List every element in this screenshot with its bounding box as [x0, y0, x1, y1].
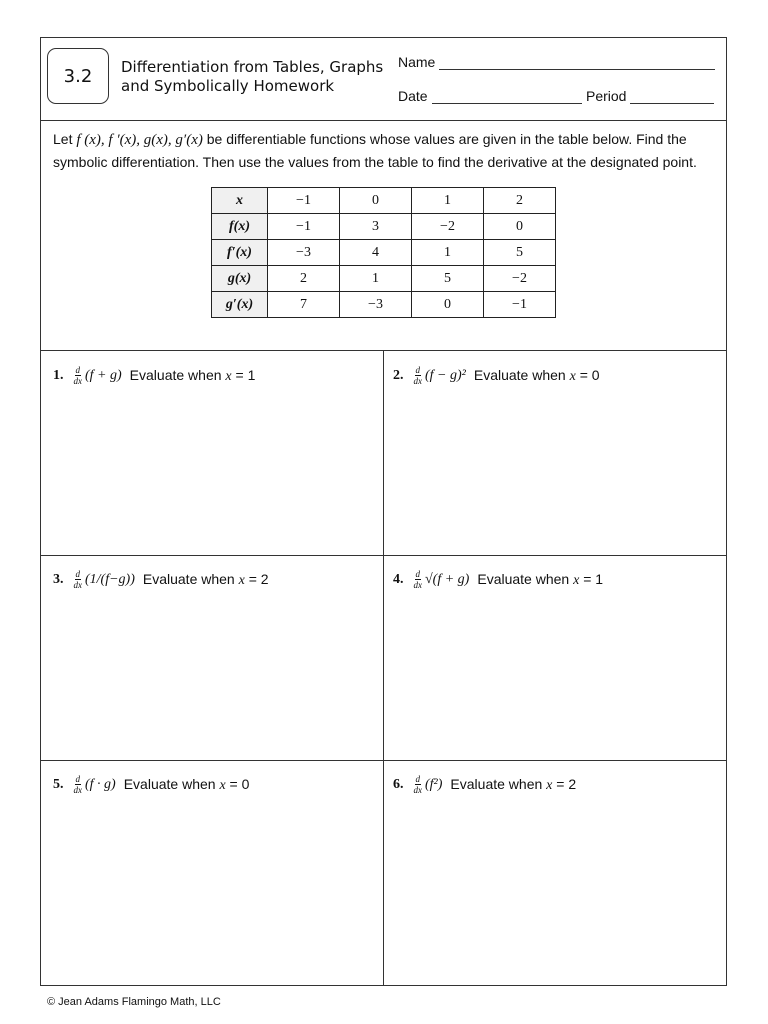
row-header: f′(x): [212, 240, 268, 266]
problem-2: [393, 365, 600, 386]
evaluate-var: x: [569, 368, 576, 384]
derivative-operator: [74, 365, 83, 386]
problem-expression: √(f + g): [425, 571, 470, 587]
table-row: [212, 240, 556, 266]
grid-divider-2: [41, 760, 726, 761]
evaluate-condition: [450, 776, 576, 794]
table-cell: 0: [484, 214, 556, 240]
frac-numerator: d: [75, 774, 80, 784]
problem-expression: (f − g)²: [425, 367, 466, 383]
problem-number: 1.: [53, 367, 64, 383]
table-cell: −1: [268, 188, 340, 214]
evaluate-value: = 1: [231, 366, 256, 383]
table-cell: −1: [268, 214, 340, 240]
worksheet-header: [41, 38, 726, 121]
frac-numerator: d: [415, 569, 420, 579]
evaluate-value: = 1: [579, 570, 604, 587]
problem-expression: (f + g): [85, 367, 122, 383]
name-field[interactable]: [398, 54, 715, 70]
intro-text: be differentiable functions whose values are given in the table below. Find the symbolic differentiation. Then use the values from the table to find the derivative at the designated point.: [53, 131, 697, 170]
frac-denominator: dx: [413, 785, 422, 795]
evaluate-value: = 2: [552, 775, 577, 792]
table-row: [212, 292, 556, 318]
period-field[interactable]: [586, 88, 714, 104]
table-cell: 4: [340, 240, 412, 266]
problem-number: 4.: [393, 571, 404, 587]
table-cell: −2: [412, 214, 484, 240]
evaluate-value: = 0: [575, 366, 600, 383]
row-header: g′(x): [212, 292, 268, 318]
problem-4: [393, 569, 603, 590]
evaluate-condition: [474, 367, 600, 385]
evaluate-text: Evaluate when: [477, 570, 574, 587]
period-blank-line[interactable]: [630, 89, 714, 104]
problem-number: 6.: [393, 776, 404, 792]
date-label: Date: [398, 88, 428, 104]
evaluate-var: x: [573, 572, 580, 588]
grid-vertical-divider: [383, 351, 384, 985]
problem-expression: (1/(f−g)): [85, 571, 135, 587]
frac-denominator: dx: [413, 580, 422, 590]
evaluate-condition: [143, 571, 269, 589]
frac-numerator: d: [75, 365, 80, 375]
problem-3: [53, 569, 269, 590]
frac-numerator: d: [415, 774, 420, 784]
problem-number: 3.: [53, 571, 64, 587]
evaluate-var: x: [219, 777, 226, 793]
period-label: Period: [586, 88, 627, 104]
intro-lead: Let: [53, 131, 77, 147]
table-cell: 2: [484, 188, 556, 214]
table-cell: 1: [412, 188, 484, 214]
evaluate-var: x: [546, 777, 553, 793]
copyright-footer: © Jean Adams Flamingo Math, LLC: [47, 996, 221, 1008]
date-blank-line[interactable]: [432, 89, 582, 104]
row-header: f(x): [212, 214, 268, 240]
table-cell: 2: [268, 266, 340, 292]
problem-6: [393, 774, 576, 795]
problem-expression: (f²): [425, 776, 443, 792]
evaluate-condition: [130, 367, 256, 385]
derivative-operator: [414, 365, 423, 386]
values-table: [211, 187, 556, 318]
evaluate-text: Evaluate when: [142, 570, 239, 587]
worksheet: [40, 37, 727, 986]
table-cell: −3: [268, 240, 340, 266]
name-blank-line[interactable]: [439, 55, 715, 70]
row-header: x: [212, 188, 268, 214]
instructions: [53, 128, 718, 173]
derivative-operator: [74, 774, 83, 795]
intro-functions: f (x), f ′(x), g(x), g′(x): [76, 132, 203, 148]
evaluate-text: Evaluate when: [129, 366, 226, 383]
table-cell: 7: [268, 292, 340, 318]
evaluate-var: x: [225, 368, 232, 384]
table-cell: −2: [484, 266, 556, 292]
table-cell: −1: [484, 292, 556, 318]
table-cell: 1: [340, 266, 412, 292]
evaluate-condition: [477, 571, 603, 589]
evaluate-text: Evaluate when: [123, 775, 220, 792]
problem-number: 5.: [53, 776, 64, 792]
evaluate-condition: [124, 776, 250, 794]
table-cell: 5: [484, 240, 556, 266]
evaluate-var: x: [238, 572, 245, 588]
table-row: [212, 188, 556, 214]
frac-denominator: dx: [73, 376, 82, 386]
frac-numerator: d: [415, 365, 420, 375]
evaluate-value: = 0: [225, 775, 250, 792]
table-cell: −3: [340, 292, 412, 318]
table-row: [212, 266, 556, 292]
table-cell: 5: [412, 266, 484, 292]
frac-denominator: dx: [73, 785, 82, 795]
section-number-badge: 3.2: [47, 48, 109, 104]
derivative-operator: [414, 569, 423, 590]
grid-divider-1: [41, 555, 726, 556]
frac-numerator: d: [75, 569, 80, 579]
table-cell: 1: [412, 240, 484, 266]
evaluate-text: Evaluate when: [473, 366, 570, 383]
problem-number: 2.: [393, 367, 404, 383]
evaluate-text: Evaluate when: [450, 775, 547, 792]
problem-expression: (f · g): [85, 776, 116, 792]
row-header: g(x): [212, 266, 268, 292]
problem-5: [53, 774, 249, 795]
name-label: Name: [398, 54, 436, 70]
problem-1: [53, 365, 255, 386]
derivative-operator: [414, 774, 423, 795]
frac-denominator: dx: [73, 580, 82, 590]
title-line-1: Differentiation from Tables, Graphs: [121, 58, 384, 76]
date-field[interactable]: [398, 88, 582, 104]
table-row: [212, 214, 556, 240]
title-line-2: and Symbolically Homework: [121, 77, 335, 95]
frac-denominator: dx: [413, 376, 422, 386]
table-cell: 0: [412, 292, 484, 318]
derivative-operator: [74, 569, 83, 590]
evaluate-value: = 2: [244, 570, 269, 587]
worksheet-title: [121, 58, 391, 96]
table-cell: 0: [340, 188, 412, 214]
table-cell: 3: [340, 214, 412, 240]
problem-grid: [41, 350, 726, 985]
